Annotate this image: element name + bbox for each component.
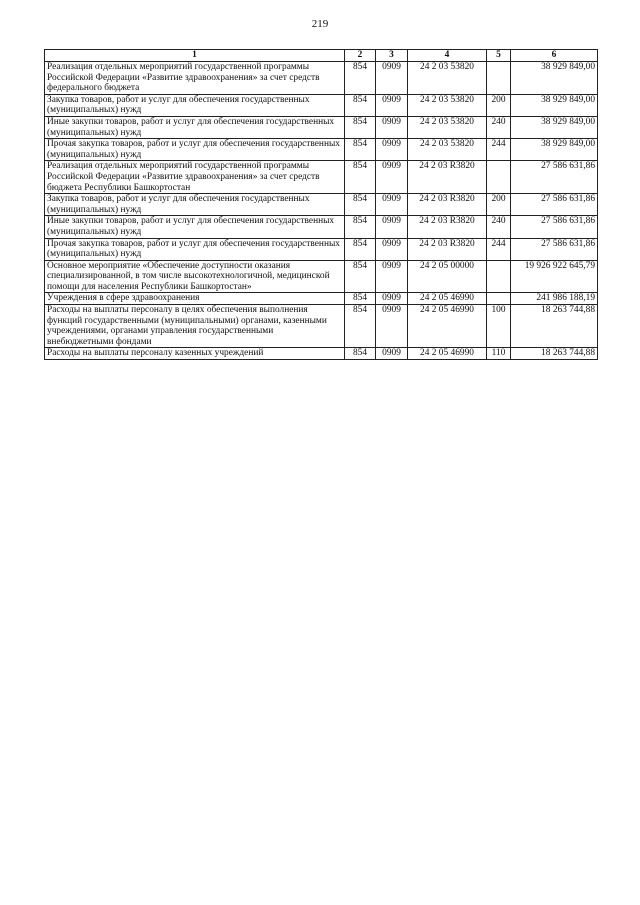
table-row [45,116,598,138]
cell-ved: 854 [345,238,376,260]
cell-vr: 244 [487,139,511,161]
cell-ved: 854 [345,161,376,194]
table-row [45,161,598,194]
table-row [45,348,598,360]
cell-ved: 854 [345,194,376,216]
cell-sum: 27 586 631,86 [511,194,598,216]
table-body [45,62,598,360]
cell-rzpr: 0909 [376,194,408,216]
cell-ved: 854 [345,62,376,95]
cell-csr: 24 2 03 53820 [408,94,487,116]
cell-vr: 240 [487,116,511,138]
cell-vr: 244 [487,238,511,260]
cell-name: Учреждения в сфере здравоохранения [45,293,345,305]
cell-csr: 24 2 03 R3820 [408,216,487,238]
table-row [45,305,598,348]
cell-csr: 24 2 03 53820 [408,116,487,138]
cell-csr: 24 2 03 R3820 [408,194,487,216]
cell-csr: 24 2 05 46990 [408,348,487,360]
cell-name: Иные закупки товаров, работ и услуг для обеспечения государственных (муниципальных) нужд [45,216,345,238]
cell-name: Закупка товаров, работ и услуг для обеспечения государственных (муниципальных) нужд [45,194,345,216]
cell-csr: 24 2 05 46990 [408,293,487,305]
cell-rzpr: 0909 [376,139,408,161]
cell-vr [487,260,511,293]
cell-rzpr: 0909 [376,293,408,305]
cell-rzpr: 0909 [376,238,408,260]
table-row [45,216,598,238]
table-row [45,260,598,293]
cell-ved: 854 [345,116,376,138]
table-row [45,238,598,260]
cell-ved: 854 [345,94,376,116]
cell-csr: 24 2 05 46990 [408,305,487,348]
cell-vr [487,161,511,194]
cell-vr [487,62,511,95]
cell-name: Основное мероприятие «Обеспечение доступности оказания специализированной, в том числе высокотехнологичной, медицинской помощи для населения Республики Башкортостан» [45,260,345,293]
cell-csr: 24 2 05 00000 [408,260,487,293]
cell-sum: 38 929 849,00 [511,62,598,95]
cell-ved: 854 [345,260,376,293]
header-col-3: 3 [376,50,408,62]
cell-name: Расходы на выплаты персоналу в целях обеспечения выполнения функций государственными (муниципальными) органами, казенными учреждениями, органами управления государственными внебюджетными фондами [45,305,345,348]
cell-csr: 24 2 03 53820 [408,62,487,95]
page-number: 219 [311,18,329,30]
cell-rzpr: 0909 [376,62,408,95]
cell-rzpr: 0909 [376,216,408,238]
cell-sum: 241 986 188,19 [511,293,598,305]
header-col-5: 5 [487,50,511,62]
cell-sum: 27 586 631,86 [511,238,598,260]
cell-rzpr: 0909 [376,260,408,293]
cell-name: Закупка товаров, работ и услуг для обеспечения государственных (муниципальных) нужд [45,94,345,116]
cell-sum: 27 586 631,86 [511,216,598,238]
cell-name: Реализация отдельных мероприятий государственной программы Российской Федерации «Развитие здравоохранения» за счет средств бюджета Республики Башкортостан [45,161,345,194]
header-col-6: 6 [511,50,598,62]
header-col-1: 1 [45,50,345,62]
cell-sum: 27 586 631,86 [511,161,598,194]
header-col-4: 4 [408,50,487,62]
cell-csr: 24 2 03 R3820 [408,161,487,194]
cell-vr: 200 [487,94,511,116]
table-row [45,139,598,161]
cell-name: Прочая закупка товаров, работ и услуг для обеспечения государственных (муниципальных) нужд [45,139,345,161]
cell-rzpr: 0909 [376,348,408,360]
cell-sum: 18 263 744,88 [511,305,598,348]
cell-name: Прочая закупка товаров, работ и услуг для обеспечения государственных (муниципальных) нужд [45,238,345,260]
cell-name: Реализация отдельных мероприятий государственной программы Российской Федерации «Развитие здравоохранения» за счет средств федерального бюджета [45,62,345,95]
cell-sum: 19 926 922 645,79 [511,260,598,293]
cell-vr: 110 [487,348,511,360]
table-row [45,94,598,116]
cell-ved: 854 [345,305,376,348]
cell-vr: 240 [487,216,511,238]
cell-ved: 854 [345,216,376,238]
cell-vr: 100 [487,305,511,348]
cell-ved: 854 [345,139,376,161]
cell-rzpr: 0909 [376,305,408,348]
header-col-2: 2 [345,50,376,62]
cell-csr: 24 2 03 53820 [408,139,487,161]
cell-csr: 24 2 03 R3820 [408,238,487,260]
cell-rzpr: 0909 [376,94,408,116]
table-row [45,62,598,95]
table-header-row [45,50,598,62]
cell-sum: 38 929 849,00 [511,94,598,116]
cell-sum: 38 929 849,00 [511,116,598,138]
budget-table [44,49,598,360]
cell-ved: 854 [345,293,376,305]
cell-name: Расходы на выплаты персоналу казенных учреждений [45,348,345,360]
cell-vr: 200 [487,194,511,216]
table-row [45,293,598,305]
cell-name: Иные закупки товаров, работ и услуг для обеспечения государственных (муниципальных) нужд [45,116,345,138]
cell-ved: 854 [345,348,376,360]
cell-rzpr: 0909 [376,161,408,194]
table-row [45,194,598,216]
cell-sum: 18 263 744,88 [511,348,598,360]
cell-sum: 38 929 849,00 [511,139,598,161]
cell-rzpr: 0909 [376,116,408,138]
cell-vr [487,293,511,305]
